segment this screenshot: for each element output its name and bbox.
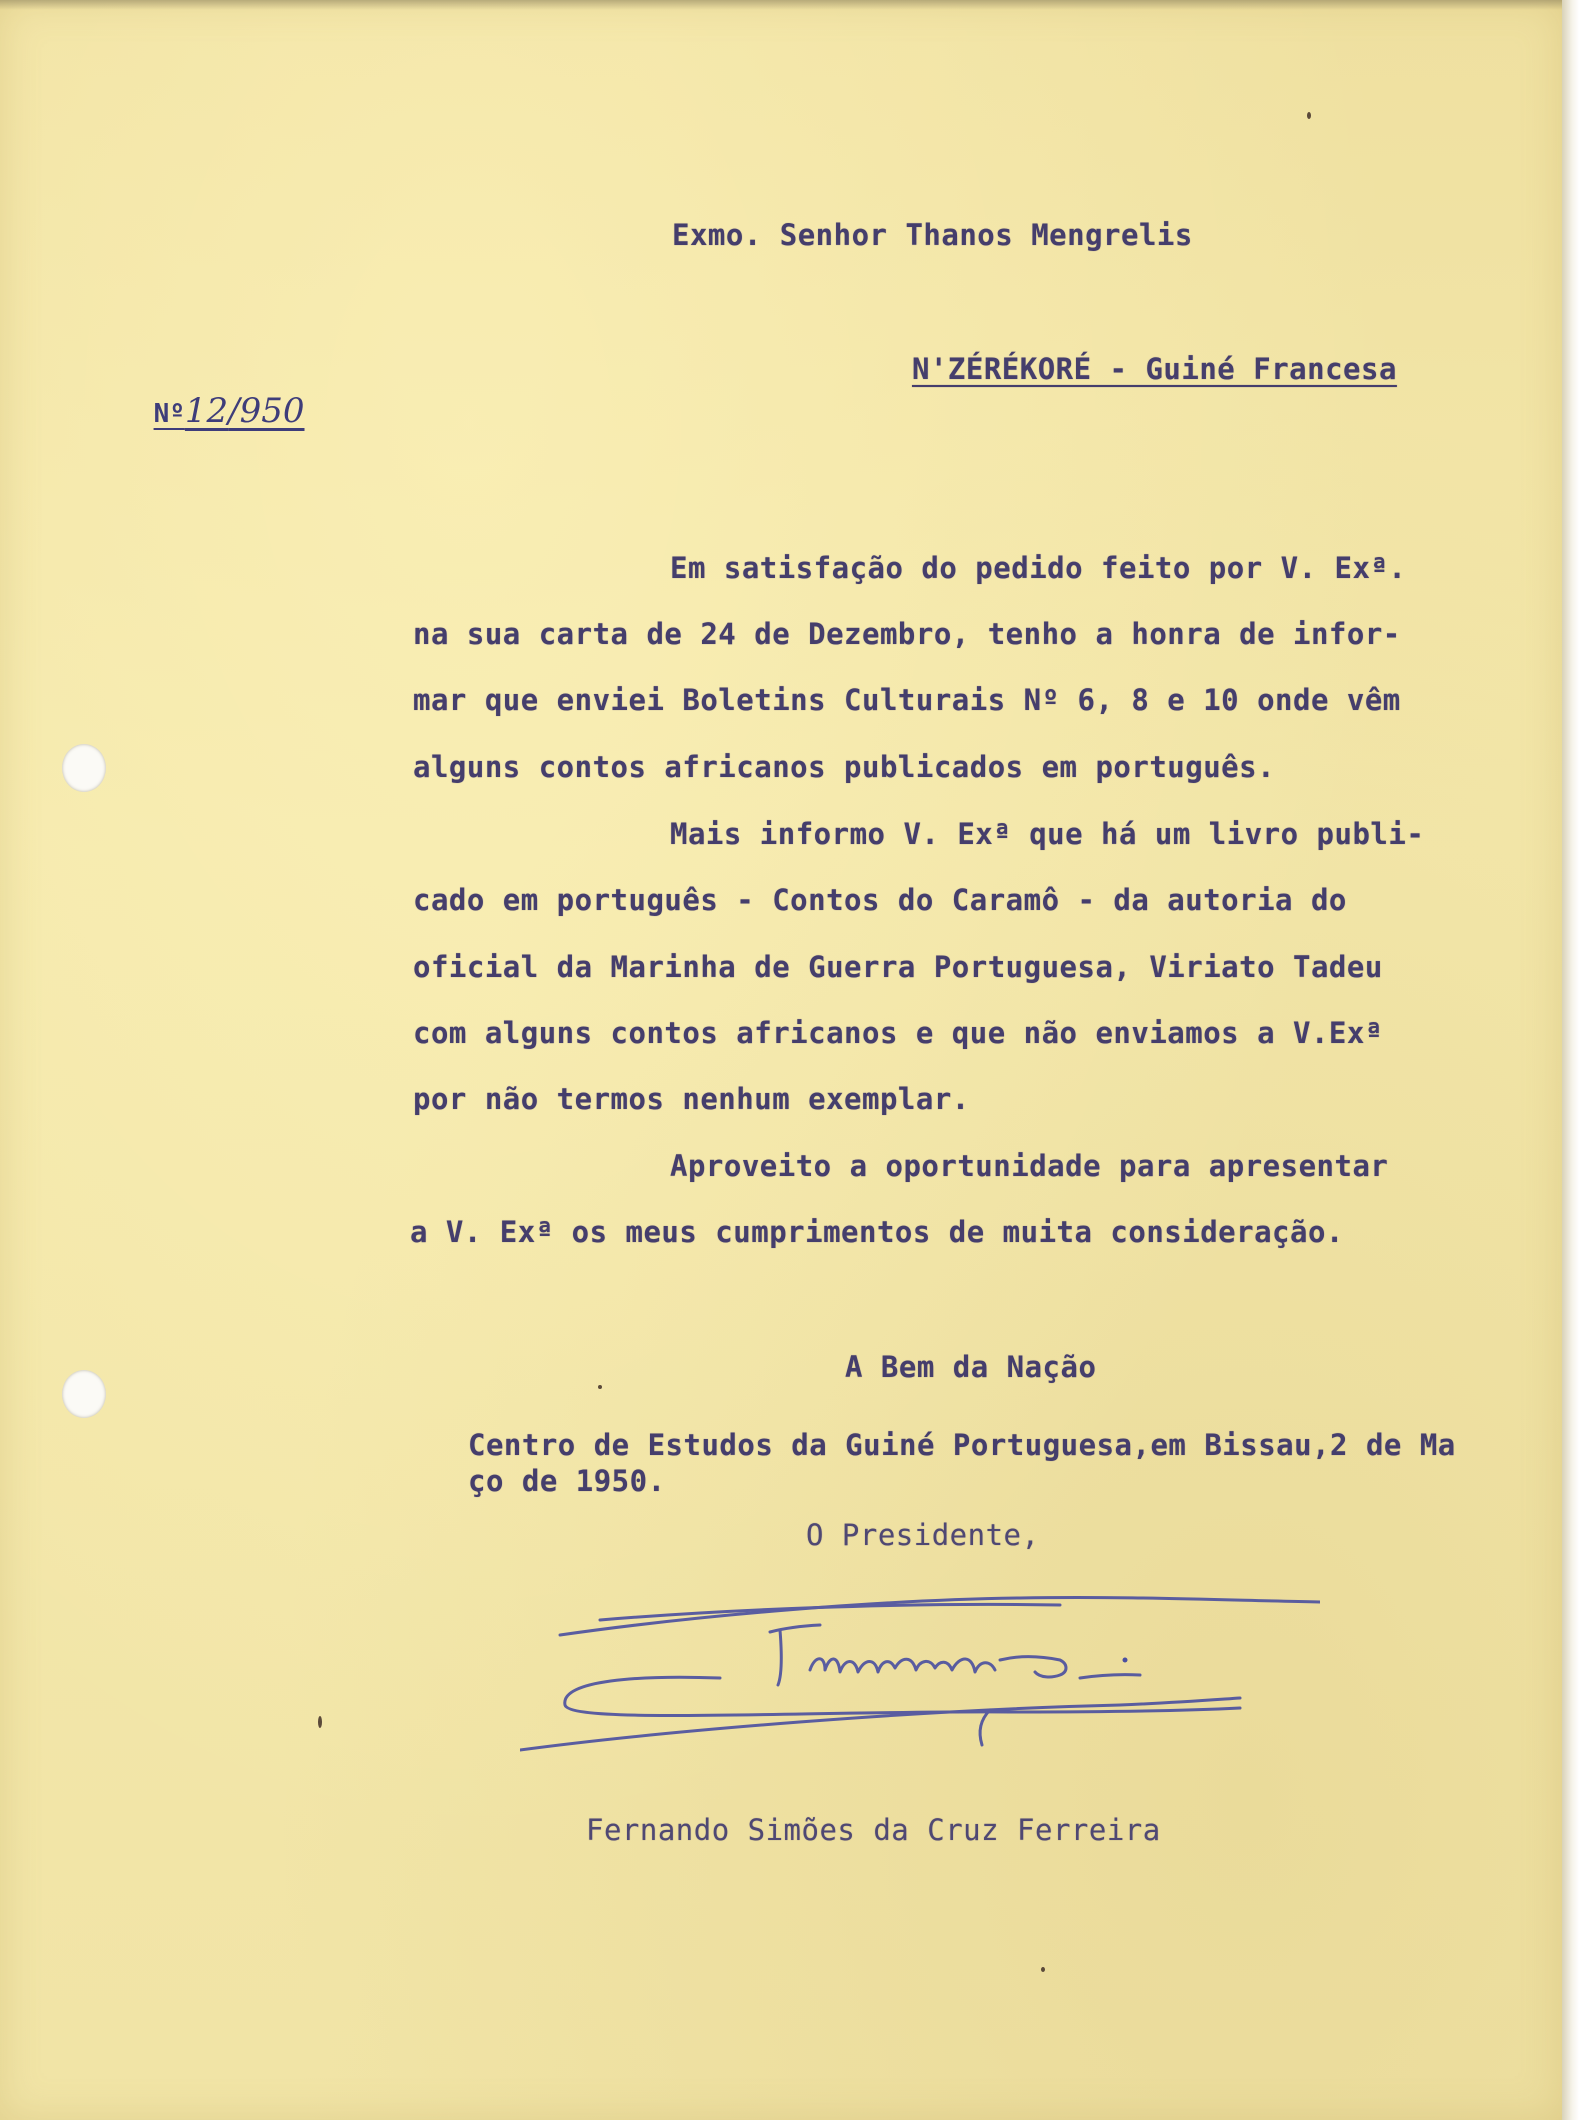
body-line: Em satisfação do pedido feito por V. Exª. [670,551,1407,585]
body-line: mar que enviei Boletins Culturais Nº 6, 8 e 10 onde vêm [413,683,1401,717]
body-line: na sua carta de 24 de Dezembro, tenho a honra de infor- [413,617,1401,651]
body-line: Aproveito a oportunidade para apresentar [670,1149,1389,1183]
body-line: a V. Exª os meus cumprimentos de muita consideração. [410,1215,1344,1249]
handwritten-signature [520,1560,1320,1760]
body-line: cado em português - Contos do Caramô - da autoria do [413,883,1347,917]
signatory-name: Fernando Simões da Cruz Ferreira [586,1813,1161,1847]
closing-salutation: A Bem da Nação [845,1350,1097,1384]
reference-handwritten-number: 12 [184,391,229,431]
reference-number [118,354,305,468]
body-line: alguns contos africanos publicados em português. [413,750,1276,784]
body-line: com alguns contos africanos e que não enviamos a V.Exª [413,1016,1383,1050]
destination: N'ZÉRÉKORÉ - Guiné Francesa [912,352,1397,386]
paper-speck [1307,112,1311,119]
page-margin [1562,0,1579,2120]
place-date-line: ço de 1950. [468,1464,666,1498]
signatory-title: O Presidente, [806,1518,1040,1552]
paper-top-edge [0,0,1562,10]
paper-speck [598,1385,602,1389]
reference-prefix: Nº [153,399,185,429]
punch-hole-upper [62,744,106,792]
body-line: Mais informo V. Exª que há um livro publi- [670,817,1425,851]
reference-year: /950 [228,391,305,431]
body-line: oficial da Marinha de Guerra Portuguesa, Viriato Tadeu [413,950,1383,984]
paper-speck [1041,1967,1045,1972]
place-date-line: Centro de Estudos da Guiné Portuguesa,em Bissau,2 de Ma [468,1428,1456,1462]
paper-speck [318,1716,322,1728]
body-line: por não termos nenhum exemplar. [413,1082,970,1116]
addressee: Exmo. Senhor Thanos Mengrelis [672,218,1193,252]
punch-hole-lower [62,1370,106,1418]
